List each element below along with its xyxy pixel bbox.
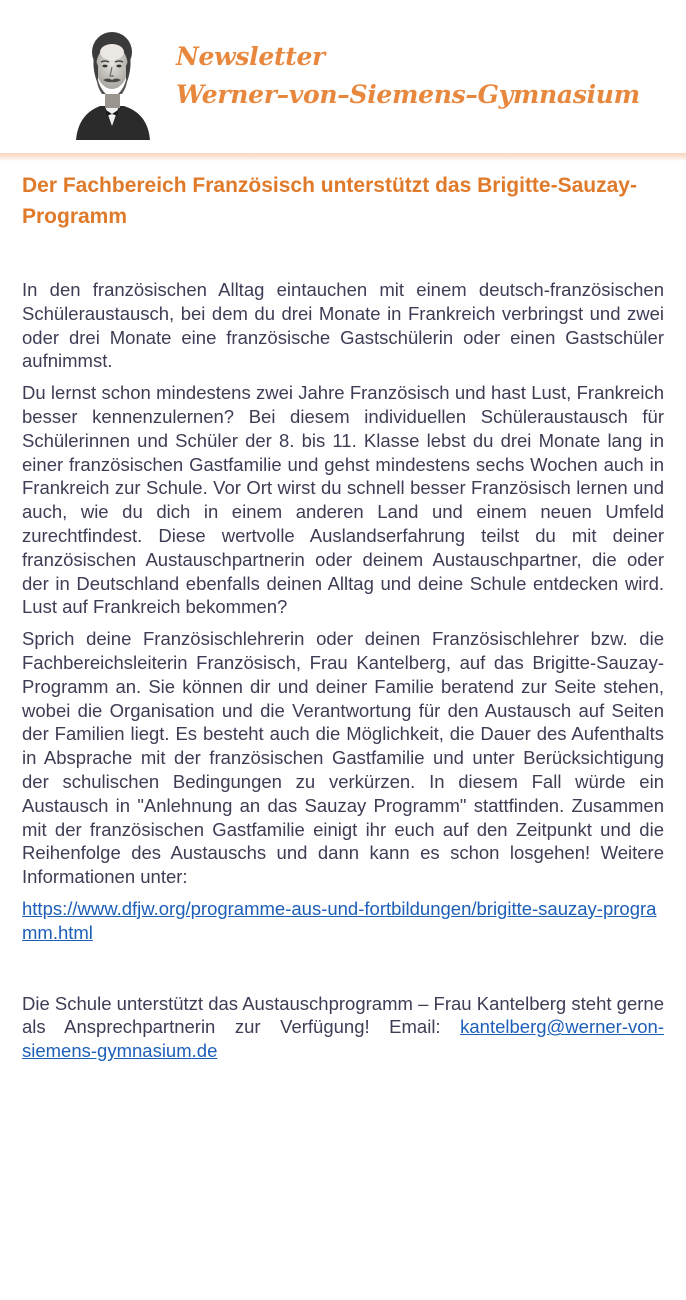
article-paragraph: In den französischen Alltag eintauchen mit einem deutsch-französischen Schüleraustausch, bei dem du drei Monate in Frankreich verbringst und zwei oder drei Monate eine französische Gastschülerin oder einen Gastschüler aufnimmst.: [22, 279, 664, 372]
article-title: Der Fachbereich Französisch unterstützt das Brigitte-Sauzay-Programm: [22, 174, 637, 228]
closing-text: Die Schule unterstützt das Austauschprogramm – Frau Kantelberg steht gerne als Ansprechpartnerin zur Verfügung! Email:: [22, 992, 664, 1038]
newsletter-title-line1: Newsletter: [176, 42, 325, 71]
header-divider: [0, 153, 686, 161]
werner-von-siemens-portrait-icon: [72, 22, 152, 140]
article-body: [22, 278, 664, 1071]
newsletter-title: [176, 38, 640, 114]
dfjw-program-link[interactable]: https://www.dfjw.org/programme-aus-und-fortbildungen/brigitte-sauzay-programm.html: [22, 897, 657, 943]
newsletter-header: [0, 0, 686, 152]
closing-paragraph: [22, 992, 664, 1063]
article-paragraph: Sprich deine Französischlehrerin oder deinen Französischlehrer bzw. die Fachbereichsleiterin Französisch, Frau Kantelberg, auf das Brigitte-Sauzay-Programm an. Sie können dir und deiner Familie beratend zur Seite stehen, wobei die Organisation und die Verantwortung für den Austausch auf Seiten der Familien liegt. Es besteht auch die Möglichkeit, die Dauer des Aufenthalts in Absprache mit der französischen Gastfamilie und unter Berücksichtigung der schulischen Bedingungen zu verkürzen. In diesem Fall würde ein Austausch in "Anlehnung an das Sauzay Programm" stattfinden. Zusammen mit der französischen Gastfamilie einigt ihr euch auf den Zeitpunkt und die Reihenfolge des Austauschs und dann kann es schon losgehen! Weitere Informationen unter:: [22, 628, 664, 888]
article-paragraph: Du lernst schon mindestens zwei Jahre Französisch und hast Lust, Frankreich besser kennenzulernen? Bei diesem individuellen Schüleraustausch für Schülerinnen und Schüler der 8. bis 11. Klasse lebst du drei Monate lang in einer französischen Gastfamilie und gehst mindestens sechs Wochen auch in Frankreich zur Schule. Vor Ort wirst du schnell besser Französisch lernen und auch, wie du dich in einem anderen Land und einem neuen Umfeld zurechtfindest. Diese wertvolle Auslandserfahrung teilst du mit deiner französischen Austauschpartnerin oder deinem Austauschpartner, die oder der in Deutschland ebenfalls deinen Alltag und deine Schule entdecken wird. Lust auf Frankreich bekommen?: [22, 382, 664, 618]
newsletter-school-name: Werner–von–Siemens–Gymnasium: [176, 80, 640, 109]
email-link[interactable]: kantelberg@werner-von-siemens-gymnasium.de: [22, 1016, 664, 1062]
info-link-paragraph: [22, 897, 664, 945]
